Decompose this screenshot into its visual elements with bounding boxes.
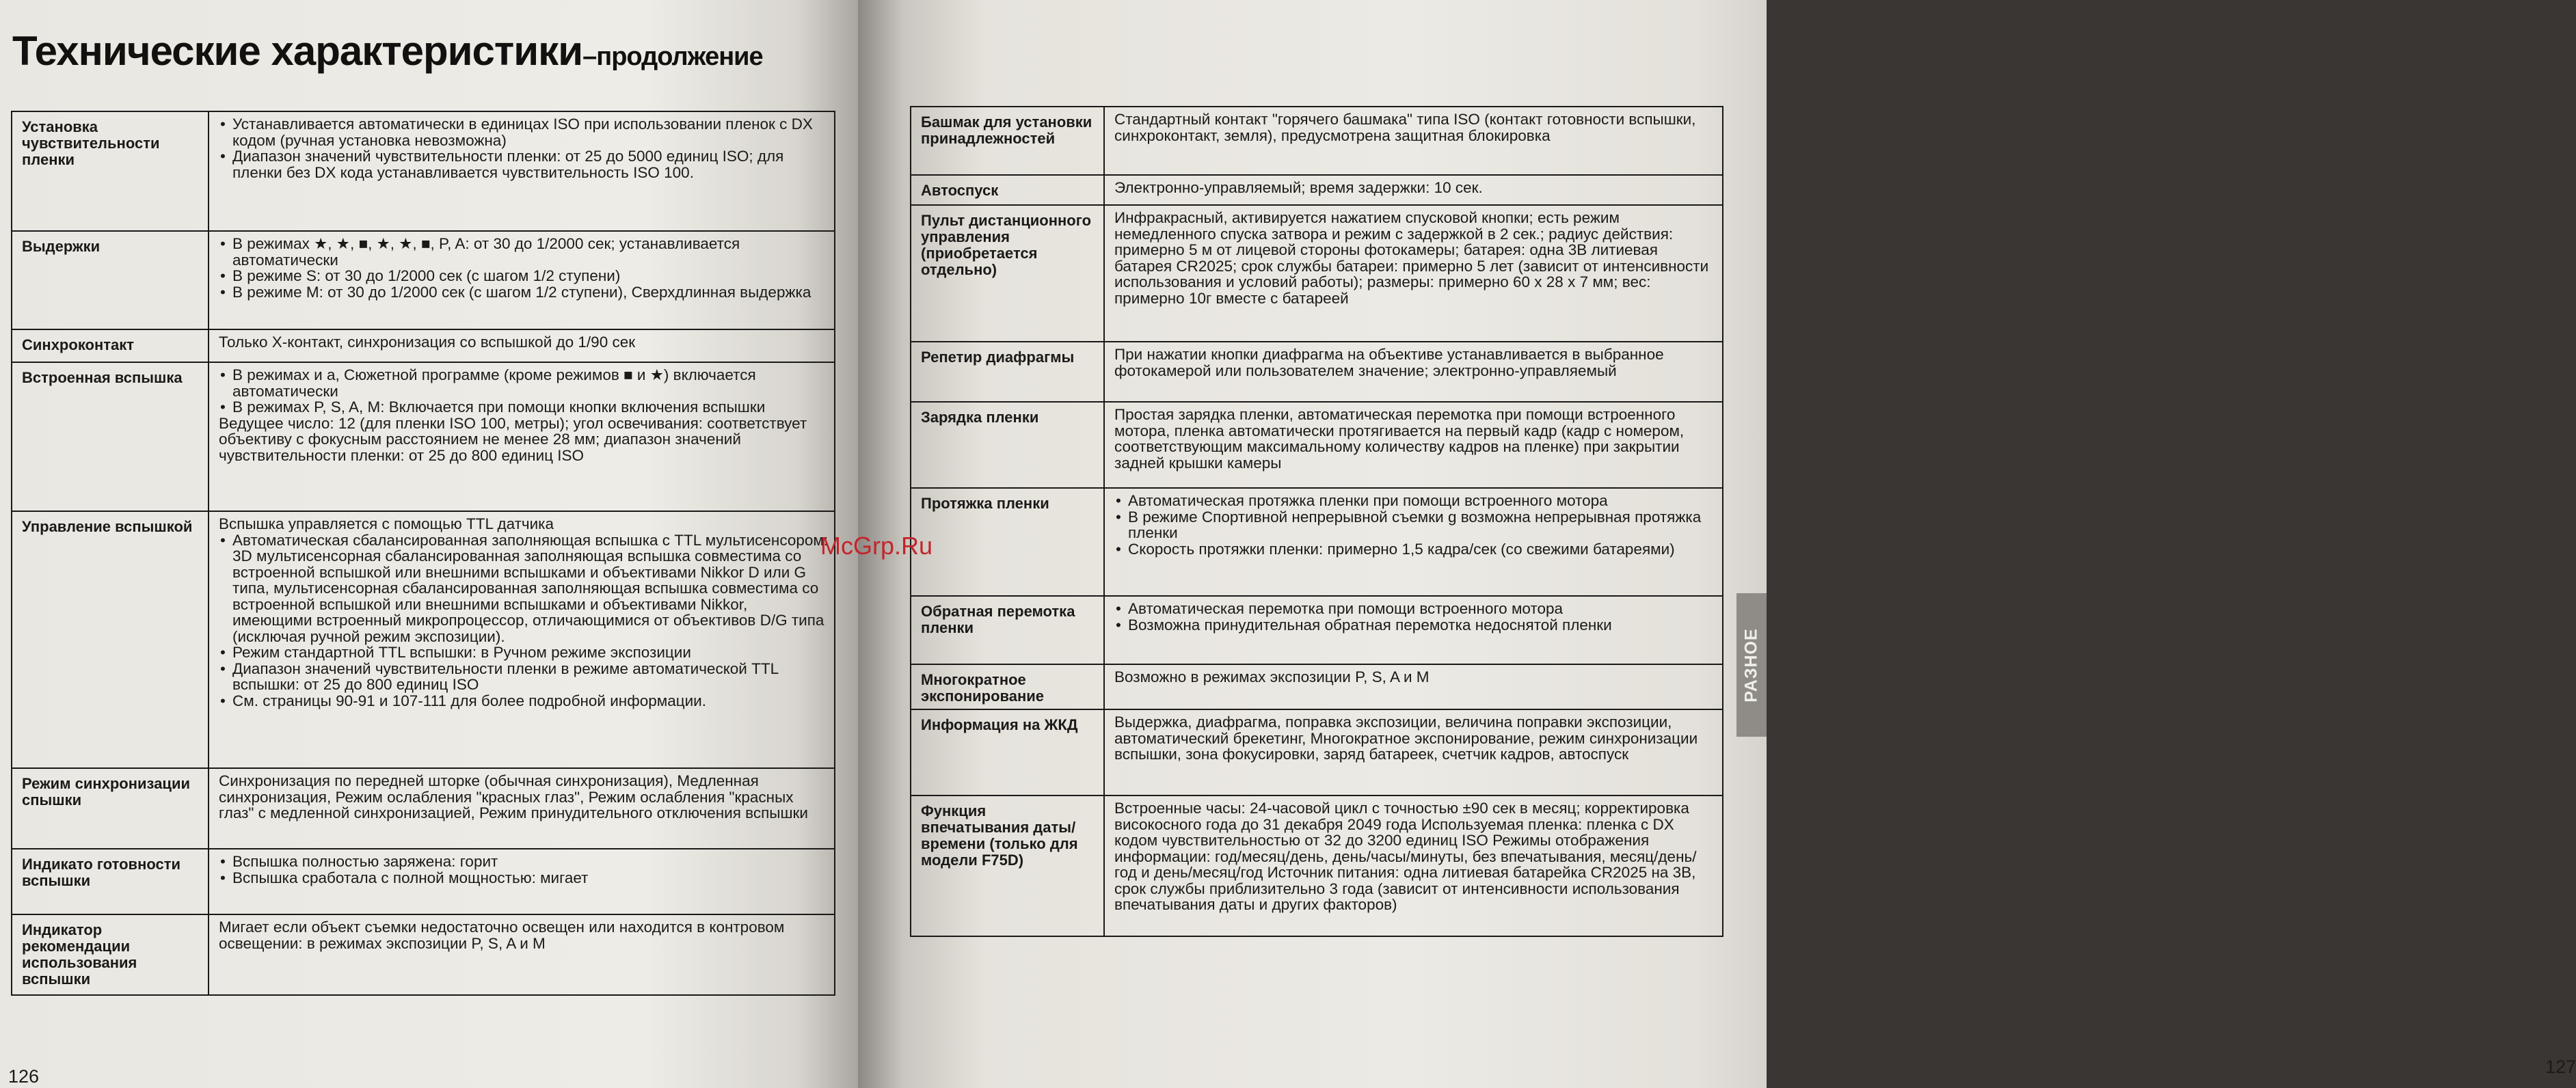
left-page: [0, 0, 858, 1088]
spec-text: Встроенные часы: 24-часовой цикл с точностью ±90 сек в месяц; корректировка високосного года до 31 декабря 2049 года Используемая пленка: пленка с DX кодом чувствительностью от 32 до 3200 единиц ISO Режимы отображения информации: год/месяц/день, день/часы/минуты, без впечатывания, месяц/день/год и день/месяц/год Источник питания: одна литиевая батарейка CR2025 на 3В, срок службы приблизительно 3 года (зависит от интенсивности использования впечатывания даты и других факторов): [1114, 800, 1697, 913]
spec-value: [1104, 488, 1723, 596]
spec-bullet-list: [219, 367, 829, 416]
spec-bullet: • Автоматическая перемотка при помощи встроенного мотора: [1128, 601, 1717, 617]
right-page: [858, 0, 2576, 1088]
spec-bullet-list: [219, 854, 829, 886]
spec-row: [911, 664, 1723, 709]
spec-row: [12, 511, 835, 768]
spec-value: [209, 849, 835, 914]
watermark: McGrp.Ru: [820, 532, 933, 560]
spec-label: Пульт дистанционного управления (приобретается отдельно): [911, 205, 1104, 342]
spec-row: [12, 362, 835, 511]
spec-bullet-list: [1114, 601, 1717, 633]
section-tab[interactable]: [1736, 593, 1767, 737]
spec-label: Выдержки: [12, 231, 209, 329]
spec-bullet: • Вспышка сработала с полной мощностью: мигает: [232, 870, 829, 886]
spec-label: Башмак для установки принадлежностей: [911, 107, 1104, 175]
spec-value: [1104, 596, 1723, 664]
spec-label: Автоспуск: [911, 175, 1104, 205]
spec-value: [209, 329, 835, 362]
spec-label: Репетир диафрагмы: [911, 342, 1104, 402]
spec-row: [12, 329, 835, 362]
spec-label: Индикатор рекомендации использования вспышки: [12, 914, 209, 995]
spec-bullet: • Автоматическая сбалансированная заполняющая вспышка с TTL мультисенсором: 3D мультисенсорная сбалансированная заполняющая вспышка совместима со встроенной вспышкой или внешними вспышками и объективами Nikkor D или G типа, мультисенсорная сбалансированная заполняющая вспышка совместима со встроенной вспышкой или внешними вспышками и объективами Nikkor, имеющими встроенный микропроцессор, отличающимися от объективов D/G типа (исключая ручной режим экспозиции).: [232, 532, 829, 645]
spec-bullet: • В режимах P, S, A, M: Включается при помощи кнопки включения вспышки: [232, 399, 829, 416]
spec-bullet-list: [219, 116, 829, 180]
spec-value: [1104, 107, 1723, 175]
spec-row: [911, 488, 1723, 596]
spec-bullet: • Скорость протяжки пленки: примерно 1,5 кадра/сек (со свежими батареями): [1128, 541, 1717, 558]
spec-text: Электронно-управляемый; время задержки: 10 сек.: [1114, 179, 1483, 196]
page-title: [12, 27, 763, 74]
spec-bullet-list: [219, 236, 829, 300]
spec-text: При нажатии кнопки диафрагма на объективе устанавливается в выбранное фотокамерой или пользователем значение; электронно-управляемый: [1114, 346, 1664, 379]
spec-value: [1104, 342, 1723, 402]
spec-row: [911, 795, 1723, 936]
spec-label: Протяжка пленки: [911, 488, 1104, 596]
spec-row: [911, 107, 1723, 175]
spec-bullet-list: [219, 532, 829, 709]
spec-value: [1104, 175, 1723, 205]
spec-row: [911, 402, 1723, 488]
spec-bullet: • См. страницы 90-91 и 107-111 для более подробной информации.: [232, 693, 829, 709]
spec-label: Информация на ЖКД: [911, 709, 1104, 795]
spec-bullet: • Режим стандартной TTL вспышки: в Ручном режиме экспозиции: [232, 644, 829, 661]
spec-row: [911, 205, 1723, 342]
page-title-main: Технические характеристики: [12, 28, 583, 74]
page-number-left: 126: [8, 1066, 40, 1087]
spec-row: [911, 175, 1723, 205]
spec-row: [911, 596, 1723, 664]
spec-row: [12, 914, 835, 995]
spec-text: Только X-контакт, синхронизация со вспышкой до 1/90 сек: [219, 334, 636, 351]
spec-label: Функция впечатывания даты/времени (только для модели F75D): [911, 795, 1104, 936]
spec-label: Многократное экспонирование: [911, 664, 1104, 709]
spec-text: Вспышка управляется с помощью TTL датчика: [219, 515, 554, 532]
spec-row: [12, 849, 835, 914]
spec-label: Установка чувствительности пленки: [12, 111, 209, 231]
spec-table-right: [910, 106, 1723, 937]
section-tab-label: РАЗНОЕ: [1741, 627, 1761, 703]
spec-bullet: • В режиме Спортивной непрерывной съемки g возможна непрерывная протяжка пленки: [1128, 509, 1717, 541]
spec-label: Обратная перемотка пленки: [911, 596, 1104, 664]
spec-text: Ведущее число: 12 (для пленки ISO 100, метры); угол освечивания: соответствует объективу с фокусным расстоянием не менее 28 мм; диапазон значений чувствительности пленки: от 25 до 800 единиц ISO: [219, 414, 807, 464]
spec-label: Управление вспышкой: [12, 511, 209, 768]
spec-value: [209, 111, 835, 231]
spec-row: [12, 111, 835, 231]
spec-value: [1104, 205, 1723, 342]
spec-label: Индикато готовности вспышки: [12, 849, 209, 914]
spec-bullet: • В режимах и а, Сюжетной программе (кроме режимов ■ и ★) включается автоматически: [232, 367, 829, 399]
spec-bullet: • Диапазон значений чувствительности пленки: от 25 до 5000 единиц ISO; для пленки без DX кода устанавливается чувствительность ISO 100.: [232, 148, 829, 180]
spec-label: Режим синхронизации спышки: [12, 768, 209, 849]
spec-bullet-list: [1114, 493, 1717, 557]
spec-bullet: • Вспышка полностью заряжена: горит: [232, 854, 829, 870]
spec-label: Встроенная вспышка: [12, 362, 209, 511]
spec-text: Стандартный контакт "горячего башмака" типа ISO (контакт готовности вспышки, синхроконтакт, земля), предусмотрена защитная блокировка: [1114, 111, 1696, 144]
spec-bullet: • Автоматическая протяжка пленки при помощи встроенного мотора: [1128, 493, 1717, 509]
spec-label: Синхроконтакт: [12, 329, 209, 362]
spec-row: [911, 342, 1723, 402]
spec-bullet: • Диапазон значений чувствительности пленки в режиме автоматической TTL вспышки: от 25 до 800 единиц ISO: [232, 661, 829, 693]
spec-bullet: • Устанавливается автоматически в единицах ISO при использовании пленок с DX кодом (ручная установка невозможна): [232, 116, 829, 148]
spec-value: [209, 362, 835, 511]
spec-bullet: • В режиме S: от 30 до 1/2000 сек (с шагом 1/2 ступени): [232, 268, 829, 284]
page-number-right: 127: [2545, 1057, 2576, 1077]
spec-text: Мигает если объект съемки недостаточно освещен или находится в контровом освещении: в режимах экспозиции P, S, A и M: [219, 919, 785, 952]
spec-value: [1104, 664, 1723, 709]
spec-table-left: [11, 111, 835, 996]
spec-row: [911, 709, 1723, 795]
spec-bullet: • В режимах ★, ★, ■, ★, ★, ■, P, A: от 30 до 1/2000 сек; устанавливается автоматически: [232, 236, 829, 268]
spec-label: Зарядка пленки: [911, 402, 1104, 488]
spec-bullet: • В режиме M: от 30 до 1/2000 сек (с шагом 1/2 ступени), Сверхдлинная выдержка: [232, 284, 829, 301]
spec-row: [12, 768, 835, 849]
spec-text: Синхронизация по передней шторке (обычная синхронизация), Медленная синхронизация, Режим ослабления "красных глаз", Режим ослабления "красных глаз" с медленной синхронизацией, Режим принудительного отключения вспышки: [219, 772, 808, 821]
spec-row: [12, 231, 835, 329]
page-title-suffix: –продолжение: [582, 42, 763, 71]
spec-value: [209, 231, 835, 329]
spec-value: [209, 768, 835, 849]
spec-text: Возможно в режимах экспозиции P, S, A и M: [1114, 668, 1430, 685]
spec-text: Выдержка, диафрагма, поправка экспозиции, величина поправки экспозиции, автоматический брекетинг, Многократное экспонирование, режим синхронизации вспышки, зона фокусировки, заряд батареек, счетчик кадров, автоспуск: [1114, 713, 1698, 763]
spec-text: Простая зарядка пленки, автоматическая перемотка при помощи встроенного мотора, пленка автоматически протягивается на первый кадр (кадр с номером, соответствующим максимальному количеству кадров на пленке) при закрытии задней крышки камеры: [1114, 406, 1685, 472]
spec-value: [1104, 795, 1723, 936]
spec-value: [209, 511, 835, 768]
spec-value: [1104, 402, 1723, 488]
spec-value: [209, 914, 835, 995]
spec-text: Инфракрасный, активируется нажатием спусковой кнопки; есть режим немедленного спуска затвора и режим с задержкой в 2 сек.; радиус действия: примерно 5 м от лицевой стороны фотокамеры; батарея: одна 3В литиевая батарея CR2025; срок службы батареи: примерно 5 лет (зависит от интенсивности использования и условий работы); размеры: примерно 60 x 28 x 7 мм; вес: примерно 10г вместе с батареей: [1114, 209, 1709, 307]
spec-bullet: • Возможна принудительная обратная перемотка недоснятой пленки: [1128, 617, 1717, 634]
spec-value: [1104, 709, 1723, 795]
